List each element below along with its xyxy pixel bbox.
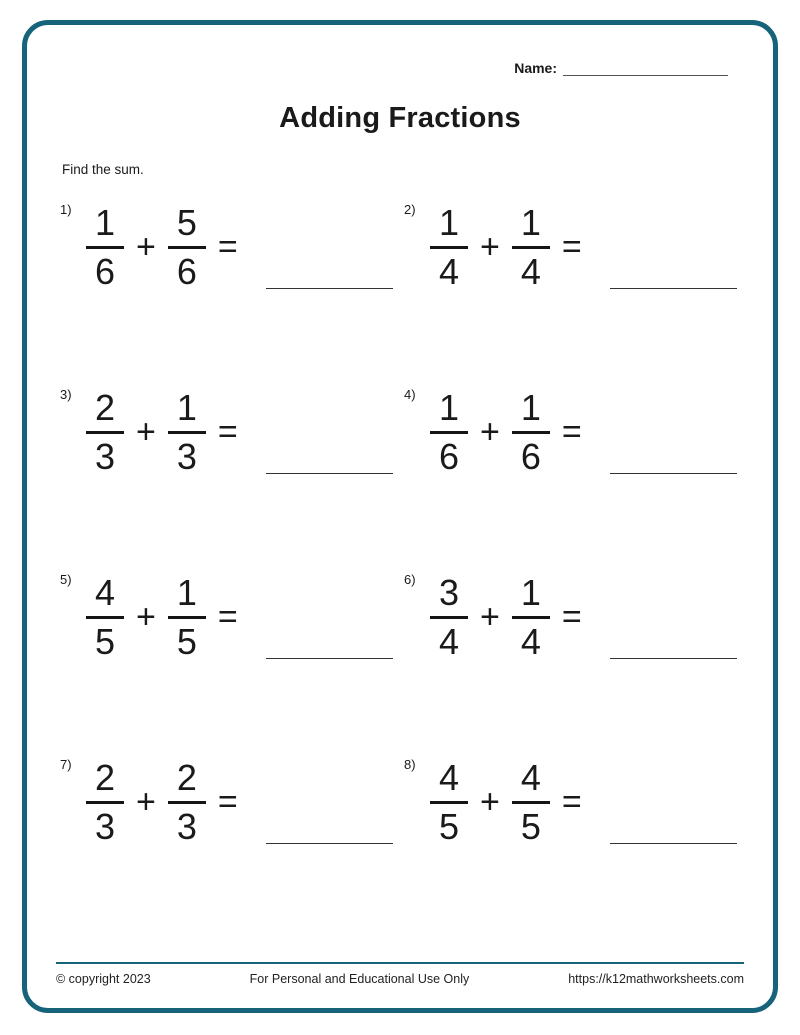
problem-number: 2) bbox=[404, 202, 416, 217]
equals-sign: = bbox=[217, 782, 238, 821]
problem-number: 1) bbox=[60, 202, 72, 217]
fraction-a bbox=[430, 759, 468, 846]
footer-url[interactable]: https://k12mathworksheets.com bbox=[568, 972, 744, 986]
fraction-bar bbox=[512, 616, 550, 619]
fraction-bar bbox=[430, 431, 468, 434]
footer bbox=[56, 972, 744, 986]
fraction-bar bbox=[168, 246, 206, 249]
answer-blank[interactable] bbox=[266, 658, 393, 659]
denominator: 6 bbox=[520, 435, 541, 477]
numerator: 4 bbox=[520, 757, 541, 798]
denominator: 5 bbox=[438, 805, 460, 847]
denominator: 4 bbox=[520, 620, 541, 662]
denominator: 4 bbox=[438, 620, 460, 662]
instruction-text: Find the sum. bbox=[62, 162, 144, 177]
expression bbox=[86, 204, 393, 291]
denominator: 3 bbox=[176, 805, 197, 847]
denominator: 5 bbox=[176, 620, 197, 662]
denominator: 3 bbox=[176, 435, 197, 477]
denominator: 6 bbox=[94, 250, 116, 292]
answer-blank[interactable] bbox=[266, 473, 393, 474]
answer-blank[interactable] bbox=[266, 288, 393, 289]
footer-usage-note: For Personal and Educational Use Only bbox=[249, 972, 470, 986]
numerator: 1 bbox=[438, 202, 460, 243]
fraction-bar bbox=[86, 431, 124, 434]
plus-sign: + bbox=[480, 597, 500, 636]
fraction-b bbox=[168, 204, 206, 291]
problem-number: 5) bbox=[60, 572, 72, 587]
numerator: 1 bbox=[94, 202, 116, 243]
equals-sign: = bbox=[217, 412, 238, 451]
problem-number: 3) bbox=[60, 387, 72, 402]
denominator: 5 bbox=[520, 805, 541, 847]
numerator: 1 bbox=[176, 572, 197, 613]
expression bbox=[86, 389, 393, 476]
answer-blank[interactable] bbox=[610, 658, 737, 659]
fraction-bar bbox=[168, 616, 206, 619]
problem-number: 6) bbox=[404, 572, 416, 587]
expression bbox=[430, 204, 737, 291]
fraction-a bbox=[86, 389, 124, 476]
answer-blank[interactable] bbox=[610, 473, 737, 474]
denominator: 4 bbox=[438, 250, 460, 292]
fraction-bar bbox=[512, 801, 550, 804]
denominator: 3 bbox=[94, 435, 116, 477]
problem-number: 4) bbox=[404, 387, 416, 402]
problem-number: 8) bbox=[404, 757, 416, 772]
expression bbox=[430, 759, 737, 846]
fraction-b bbox=[512, 574, 550, 661]
equals-sign: = bbox=[561, 227, 582, 266]
fraction-bar bbox=[512, 246, 550, 249]
answer-blank[interactable] bbox=[610, 288, 737, 289]
problem-1 bbox=[60, 196, 404, 381]
fraction-bar bbox=[168, 431, 206, 434]
plus-sign: + bbox=[136, 412, 156, 451]
denominator: 6 bbox=[176, 250, 197, 292]
fraction-bar bbox=[430, 801, 468, 804]
fraction-a bbox=[86, 204, 124, 291]
numerator: 3 bbox=[438, 572, 460, 613]
fraction-bar bbox=[86, 246, 124, 249]
fraction-a bbox=[430, 204, 468, 291]
numerator: 1 bbox=[520, 387, 541, 428]
plus-sign: + bbox=[480, 412, 500, 451]
problem-6 bbox=[404, 566, 748, 751]
name-blank[interactable] bbox=[563, 61, 728, 76]
fraction-bar bbox=[512, 431, 550, 434]
fraction-b bbox=[512, 389, 550, 476]
answer-blank[interactable] bbox=[610, 843, 737, 844]
numerator: 1 bbox=[520, 202, 541, 243]
problem-4 bbox=[404, 381, 748, 566]
numerator: 2 bbox=[94, 757, 116, 798]
fraction-b bbox=[512, 204, 550, 291]
problem-3 bbox=[60, 381, 404, 566]
denominator: 4 bbox=[520, 250, 541, 292]
answer-blank[interactable] bbox=[266, 843, 393, 844]
expression bbox=[86, 574, 393, 661]
equals-sign: = bbox=[561, 597, 582, 636]
problem-2 bbox=[404, 196, 748, 381]
plus-sign: + bbox=[480, 782, 500, 821]
expression bbox=[86, 759, 393, 846]
numerator: 4 bbox=[438, 757, 460, 798]
numerator: 1 bbox=[520, 572, 541, 613]
fraction-bar bbox=[430, 246, 468, 249]
plus-sign: + bbox=[136, 782, 156, 821]
plus-sign: + bbox=[136, 227, 156, 266]
equals-sign: = bbox=[217, 227, 238, 266]
fraction-bar bbox=[86, 616, 124, 619]
equals-sign: = bbox=[561, 782, 582, 821]
fraction-a bbox=[86, 759, 124, 846]
fraction-b bbox=[168, 574, 206, 661]
fraction-a bbox=[430, 389, 468, 476]
page-title: Adding Fractions bbox=[279, 102, 521, 134]
fraction-bar bbox=[168, 801, 206, 804]
plus-sign: + bbox=[136, 597, 156, 636]
problem-7 bbox=[60, 751, 404, 936]
denominator: 6 bbox=[438, 435, 460, 477]
fraction-b bbox=[512, 759, 550, 846]
fraction-a bbox=[86, 574, 124, 661]
expression bbox=[430, 574, 737, 661]
fraction-a bbox=[430, 574, 468, 661]
numerator: 5 bbox=[176, 202, 197, 243]
numerator: 2 bbox=[94, 387, 116, 428]
expression bbox=[430, 389, 737, 476]
problem-5 bbox=[60, 566, 404, 751]
footer-copyright: © copyright 2023 bbox=[56, 972, 151, 986]
problems-grid bbox=[60, 196, 748, 936]
equals-sign: = bbox=[561, 412, 582, 451]
name-label: Name: bbox=[514, 60, 557, 76]
problem-number: 7) bbox=[60, 757, 72, 772]
denominator: 5 bbox=[94, 620, 116, 662]
fraction-bar bbox=[86, 801, 124, 804]
numerator: 2 bbox=[176, 757, 197, 798]
numerator: 1 bbox=[176, 387, 197, 428]
footer-divider bbox=[56, 962, 744, 964]
numerator: 4 bbox=[94, 572, 116, 613]
fraction-bar bbox=[430, 616, 468, 619]
fraction-b bbox=[168, 389, 206, 476]
name-row bbox=[514, 60, 728, 76]
equals-sign: = bbox=[217, 597, 238, 636]
denominator: 3 bbox=[94, 805, 116, 847]
numerator: 1 bbox=[438, 387, 460, 428]
plus-sign: + bbox=[480, 227, 500, 266]
problem-8 bbox=[404, 751, 748, 936]
fraction-b bbox=[168, 759, 206, 846]
